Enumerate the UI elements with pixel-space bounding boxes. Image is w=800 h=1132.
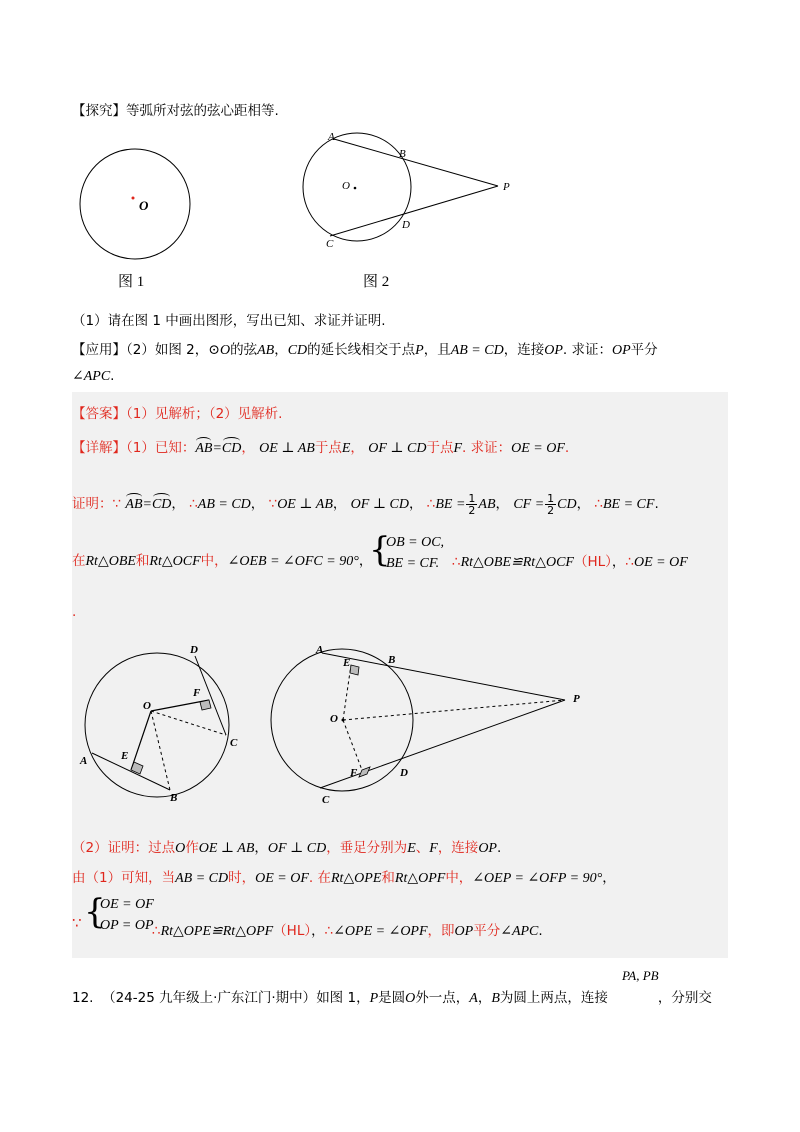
- detail-arc-cd: CD: [221, 441, 242, 456]
- proof2-text: 在: [72, 553, 86, 569]
- fig2-line-ap: [334, 139, 498, 186]
- proof-label: 证明：: [72, 496, 113, 512]
- part2-tri2: Rt△OPF: [394, 871, 446, 886]
- q12-b: B: [491, 991, 500, 1006]
- fig4-label-c: C: [322, 794, 330, 806]
- frac-num: 1: [547, 491, 555, 505]
- fig3-label-c: C: [230, 737, 238, 749]
- question-1: （1）请在图 1 中画出图形，写出已知、求证并证明.: [72, 313, 386, 329]
- fig3-label-b: B: [170, 792, 178, 804]
- fig2-circle: [303, 133, 411, 241]
- part2-sys1: OE = OF: [100, 897, 154, 912]
- fig4-label-o: O: [330, 713, 338, 725]
- answer-line: [72, 402, 282, 422]
- part2-text: ，即: [427, 923, 455, 939]
- q2-op: OP: [544, 343, 563, 358]
- part2-op: OP: [454, 924, 474, 939]
- proof-arc-cd: CD: [151, 497, 172, 512]
- proof-eq2: BE = CF: [603, 497, 655, 512]
- fig3-right-angle-f: [200, 700, 211, 710]
- fig4-dash-of: [343, 720, 362, 770]
- detail-text: 于点: [426, 440, 454, 456]
- intro-line: [72, 99, 279, 119]
- part2-because: ∵: [72, 914, 82, 932]
- part2-line-1: [72, 836, 501, 857]
- intro-tag: 【探究】: [72, 103, 126, 119]
- detail-sep: ，: [241, 440, 255, 456]
- fig2-label-c: C: [326, 238, 334, 250]
- q2-ab: AB: [257, 343, 275, 358]
- part2-text: 时，: [228, 870, 256, 886]
- part2-end: .: [538, 923, 543, 939]
- fig4-label-a: A: [316, 644, 324, 656]
- proof-arc-ab: AB: [125, 497, 143, 512]
- part2-text: 中，: [445, 870, 473, 886]
- part2-o: O: [175, 841, 186, 856]
- part2-sep: ，: [311, 923, 325, 939]
- q2-op2: OP: [611, 343, 631, 358]
- proof-be-rhs: AB: [478, 497, 496, 512]
- proof2-sys2: BE = CF.: [386, 556, 440, 571]
- fig4-label-e: E: [343, 657, 351, 669]
- q2-text: 的弦: [230, 342, 258, 358]
- detail-e: E: [341, 441, 351, 456]
- part2-text: ，连接: [437, 840, 479, 856]
- part2-angles: ∠OEP = ∠OFP = 90°: [472, 871, 603, 886]
- fig3-chord-ab: [92, 753, 170, 790]
- fig1-center-dot: [132, 197, 135, 200]
- part2-tri1: Rt△OPE: [330, 871, 382, 886]
- therefore-symbol: ∴: [152, 923, 161, 939]
- q12-text: 是圆: [378, 990, 406, 1006]
- fig3-label-a: A: [80, 755, 88, 767]
- fig4-dash-op: [343, 700, 565, 720]
- detail-arc-eq: =: [212, 441, 222, 456]
- q12-number: 12.: [72, 990, 94, 1006]
- q2-eq: AB = CD: [450, 343, 504, 358]
- proof2-sep: ，: [611, 554, 626, 570]
- q12-papb: PA, PB: [622, 968, 659, 983]
- frac-den: 2: [547, 503, 555, 517]
- part2-e: E: [407, 841, 416, 856]
- detail-tag: 【详解】: [72, 440, 126, 456]
- fig2-label-d: D: [402, 219, 410, 231]
- figure-4: [270, 640, 580, 810]
- fig2-center-dot: [354, 187, 357, 190]
- part2-text: . 在: [308, 870, 331, 886]
- fig4-label-d: D: [400, 767, 408, 779]
- part2-text: 平分: [473, 923, 501, 939]
- proof-perp1: OE ⊥ AB: [277, 497, 333, 512]
- proof2-result: OE = OF: [634, 555, 688, 570]
- part2-end: .: [496, 840, 502, 856]
- question-2: [72, 338, 658, 359]
- fig4-label-b: B: [388, 654, 396, 666]
- fig3-seg-oe: [131, 711, 151, 770]
- part2-op: OP: [478, 841, 497, 856]
- answer-tag: 【答案】: [72, 406, 126, 422]
- q12-p: P: [369, 991, 379, 1006]
- part2-text: 、: [415, 840, 430, 856]
- frac-num: 1: [468, 491, 476, 505]
- fig2-label-p: P: [503, 181, 510, 193]
- fig3-dash-ob: [151, 711, 170, 790]
- proof-perp2: OF ⊥ CD: [350, 497, 409, 512]
- fig1-caption: 图 1: [118, 274, 145, 290]
- q2-prefix: （2）如图 2，: [126, 342, 209, 358]
- proof-arc-eq: =: [142, 497, 152, 512]
- brace-symbol: {: [369, 530, 391, 570]
- proof-eq1: AB = CD: [197, 497, 251, 512]
- proof-cf-rhs: CD: [557, 497, 577, 512]
- detail-text: 于点: [314, 440, 342, 456]
- q12-text: 如图 1，: [316, 990, 370, 1006]
- q12-source: （24-25 九年级上·广东江门·期中）: [102, 990, 317, 1006]
- q2-p: P: [415, 343, 424, 358]
- q2-text: ，连接: [503, 342, 545, 358]
- fig2-label-b: B: [399, 148, 406, 160]
- figure-1: [76, 145, 196, 265]
- fig2-line-cp: [330, 186, 498, 236]
- fig3-dash-oc: [151, 711, 226, 735]
- q12-text: ，: [477, 990, 492, 1006]
- question-2-cont: [72, 368, 114, 385]
- fig3-label-o: O: [143, 700, 151, 712]
- fig3-label-e: E: [121, 750, 129, 762]
- detail-goal: OE = OF: [511, 441, 565, 456]
- part2-perp2: OF ⊥ CD: [267, 841, 327, 856]
- stray-dot: .: [72, 604, 77, 620]
- q2-text: . 求证：: [562, 342, 612, 358]
- therefore-symbol: ∴: [189, 496, 198, 512]
- q2-cd: CD: [287, 343, 308, 358]
- fig1-circle: [80, 149, 190, 259]
- q2-text: 平分: [630, 342, 658, 358]
- part2-res: OE = OF: [255, 871, 309, 886]
- therefore-symbol: ∴: [452, 554, 461, 570]
- part2-hl: （HL）: [273, 923, 312, 939]
- detail-perp1: OE ⊥ AB: [259, 441, 315, 456]
- proof-be-lhs: BE =: [435, 497, 466, 512]
- proof2-sys1: OB = OC,: [386, 535, 445, 550]
- fig2-label-a: A: [328, 131, 335, 143]
- q12-o: O: [405, 991, 416, 1006]
- fig4-label-p: P: [573, 693, 580, 705]
- therefore-symbol: ∴: [426, 496, 436, 512]
- proof2-tri2: Rt△OCF: [149, 554, 201, 569]
- part2-congr: Rt△OPE≌Rt△OPF: [160, 924, 274, 939]
- proof2-text: 和: [135, 553, 150, 569]
- detail-arc-ab: AB: [195, 441, 213, 456]
- q12-text: 为圆上两点，连接: [499, 990, 608, 1006]
- q2-text: 的延长线相交于点: [307, 342, 416, 358]
- part2-text: 由（1）可知，当: [72, 870, 176, 886]
- part2-text: 作: [185, 840, 199, 856]
- because-symbol: ∵: [268, 496, 278, 512]
- therefore-symbol: ∴: [594, 496, 603, 512]
- q2-circle: ⊙O: [208, 343, 231, 358]
- fig3-circle: [85, 653, 229, 797]
- proof-dot: .: [654, 496, 659, 512]
- part2-line-3: [152, 919, 543, 940]
- therefore-symbol: ∴: [625, 554, 634, 570]
- part2-line-2: [72, 866, 616, 887]
- answer-text: （1）见解析；（2）见解析.: [126, 406, 283, 422]
- fig2-caption: 图 2: [363, 274, 390, 290]
- proof-line-2: 在Rt△OBE和Rt△OCF中，∠OEB = ∠OFC = 90°，: [72, 553, 373, 569]
- part2-angle: ∠APC: [500, 924, 539, 939]
- proof2-text: 中，: [200, 553, 228, 569]
- q2-comma: ，: [274, 342, 288, 358]
- brace-symbol: {: [84, 892, 106, 932]
- part2-sys2: OP = OP: [100, 918, 154, 933]
- part2-angles-eq: ∠OPE = ∠OPF: [333, 924, 428, 939]
- part2-eq: AB = CD: [175, 871, 229, 886]
- part2-sep: ，: [254, 840, 268, 856]
- q2-end: .: [110, 368, 115, 384]
- fig4-right-angle-f: [359, 767, 370, 777]
- fig4-right-angle-e: [350, 665, 359, 675]
- q12-text: 外一点，: [415, 990, 470, 1006]
- fig3-label-d: D: [190, 644, 198, 656]
- fig1-label-o: O: [139, 198, 149, 213]
- q2-text: ，且: [423, 342, 451, 358]
- proof2-angles: ∠OEB = ∠OFC = 90°: [227, 554, 359, 569]
- frac-den: 2: [468, 503, 476, 517]
- because-symbol: ∵: [112, 496, 122, 512]
- half-fraction: [545, 493, 556, 516]
- detail-end: .: [564, 440, 570, 456]
- question-12: [72, 986, 712, 1007]
- fig3-label-f: F: [193, 687, 201, 699]
- proof2-congr: Rt△OBE≌Rt△OCF: [460, 555, 574, 570]
- part2-text: （2）证明：过点: [72, 840, 176, 856]
- detail-sep: ，: [350, 440, 364, 456]
- part2-f: F: [429, 841, 438, 856]
- fig4-line-ap: [322, 653, 565, 700]
- q12-text: ，分别交: [657, 990, 712, 1006]
- detail-perp2: OF ⊥ CD: [368, 441, 427, 456]
- fig4-center-dot: [342, 719, 345, 722]
- therefore-symbol: ∴: [324, 923, 334, 939]
- detail-text: （1）已知：: [126, 440, 196, 456]
- q2-angle: ∠APC: [72, 369, 111, 384]
- proof-line-1: 证明：∵ AB=CD， ∴AB = CD， ∵OE ⊥ AB， OF ⊥ CD， ∴BE = $\frac{1}{2}$ AB， CF = $\frac{1}{2}$ CD， ∴BE = CF.: [72, 491, 659, 517]
- detail-f: F: [453, 441, 463, 456]
- detail-text: . 求证：: [462, 440, 512, 456]
- intro-text: 等弧所对弦的弦心距相等.: [126, 103, 279, 119]
- q2-tag: 【应用】: [72, 342, 126, 358]
- part2-text: 和: [381, 870, 395, 886]
- proof2-hl: （HL）: [573, 554, 612, 570]
- fig4-label-f: F: [350, 767, 358, 779]
- figure-3: [80, 640, 250, 810]
- proof2-tri1: Rt△OBE: [85, 554, 136, 569]
- fig2-label-o: O: [342, 180, 350, 192]
- detail-line: [72, 436, 569, 457]
- part2-perp1: OE ⊥ AB: [198, 841, 255, 856]
- proof-cf-lhs: CF =: [513, 497, 545, 512]
- part2-sep: ，: [602, 870, 616, 886]
- q12-a: A: [469, 991, 478, 1006]
- part2-text: ，垂足分别为: [326, 840, 408, 856]
- proof2-result-line: [452, 550, 688, 571]
- half-fraction: [466, 493, 477, 516]
